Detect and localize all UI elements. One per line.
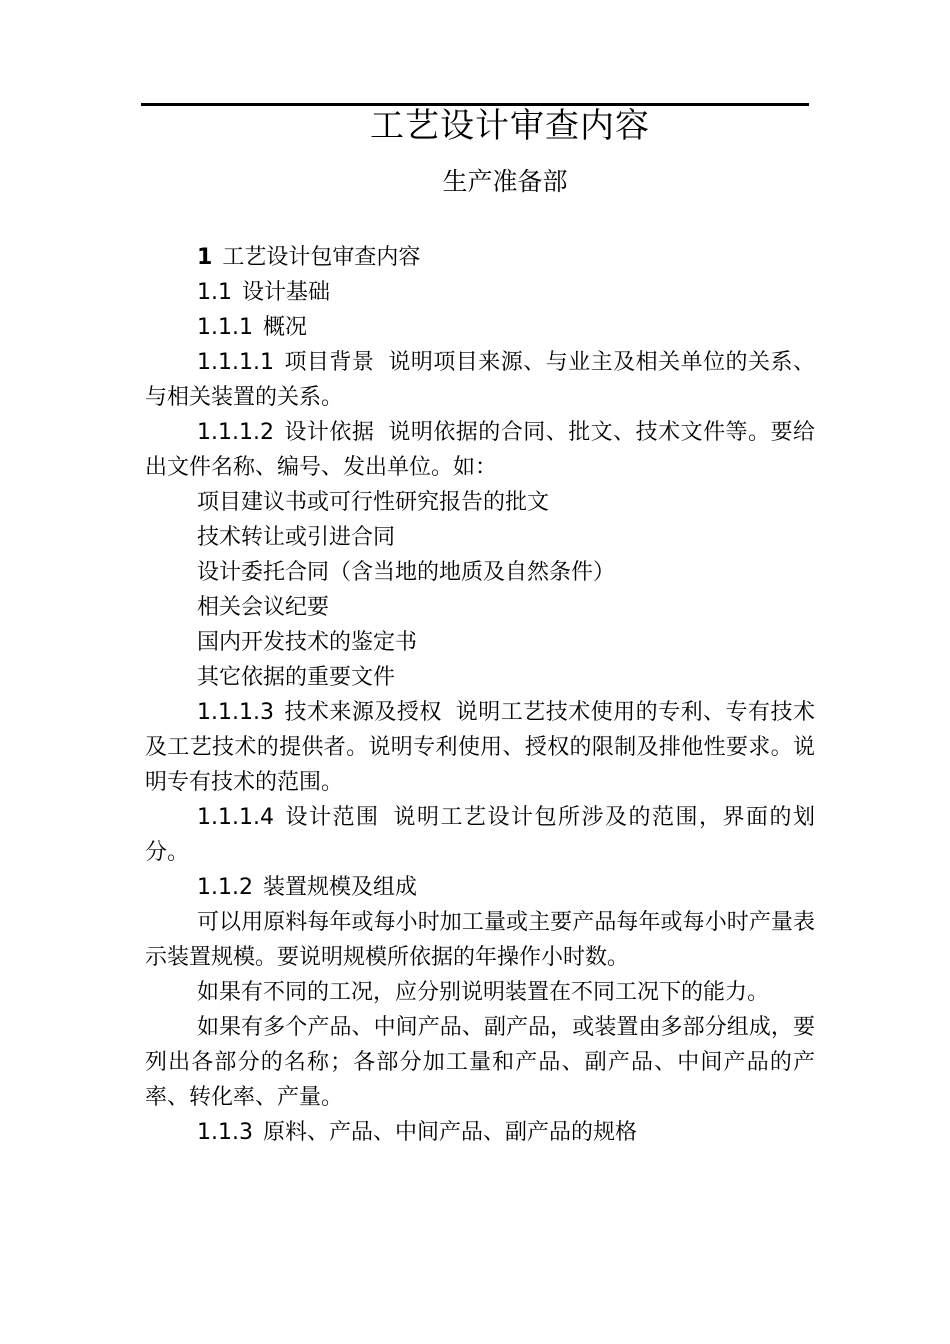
body-paragraph: 如果有多个产品、中间产品、副产品，或装置由多部分组成，要列出各部分的名称；各部分加工量和产品、副产品、中间产品的产率、转化率、产量。 <box>145 1015 815 1110</box>
section-1-1-1-1-paragraph: 1.1.1.1 项目背景 说明项目来源、与业主及相关单位的关系、与相关装置的关系。 <box>145 350 815 410</box>
document-subtitle: 生产准备部 <box>442 167 568 196</box>
section-1-1-heading: 1.1 设计基础 <box>197 280 331 305</box>
section-1-1-2-heading: 1.1.2 装置规模及组成 <box>197 875 417 900</box>
list-item: 设计委托合同（含当地的地质及自然条件） <box>197 560 616 585</box>
body-paragraph: 可以用原料每年或每小时加工量或主要产品每年或每小时产量表示装置规模。要说明规模所依据的年操作小时数。 <box>145 910 815 970</box>
list-item: 其它依据的重要文件 <box>197 665 396 690</box>
document-body <box>145 240 815 1150</box>
section-1-1-3-heading: 1.1.3 原料、产品、中间产品、副产品的规格 <box>197 1120 637 1145</box>
section-1-heading: 1 工艺设计包审查内容 <box>197 245 421 270</box>
section-1-1-1-2-paragraph: 1.1.1.2 设计依据 说明依据的合同、批文、技术文件等。要给出文件名称、编号、发出单位。如： <box>145 420 815 480</box>
list-item: 国内开发技术的鉴定书 <box>197 630 418 655</box>
document-title: 工艺设计审查内容 <box>370 106 650 146</box>
section-1-1-1-4-paragraph: 1.1.1.4 设计范围 说明工艺设计包所涉及的范围，界面的划分。 <box>145 805 815 865</box>
list-item: 技术转让或引进合同 <box>197 525 396 550</box>
list-item: 相关会议纪要 <box>197 595 330 620</box>
body-paragraph: 如果有不同的工况，应分别说明装置在不同工况下的能力。 <box>197 980 770 1005</box>
section-1-1-1-3-paragraph: 1.1.1.3 技术来源及授权 说明工艺技术使用的专利、专有技术及工艺技术的提供者。说明专利使用、授权的限制及排他性要求。说明专有技术的范围。 <box>145 700 815 795</box>
list-item: 项目建议书或可行性研究报告的批文 <box>197 490 550 515</box>
section-1-1-1-heading: 1.1.1 概况 <box>197 315 307 340</box>
